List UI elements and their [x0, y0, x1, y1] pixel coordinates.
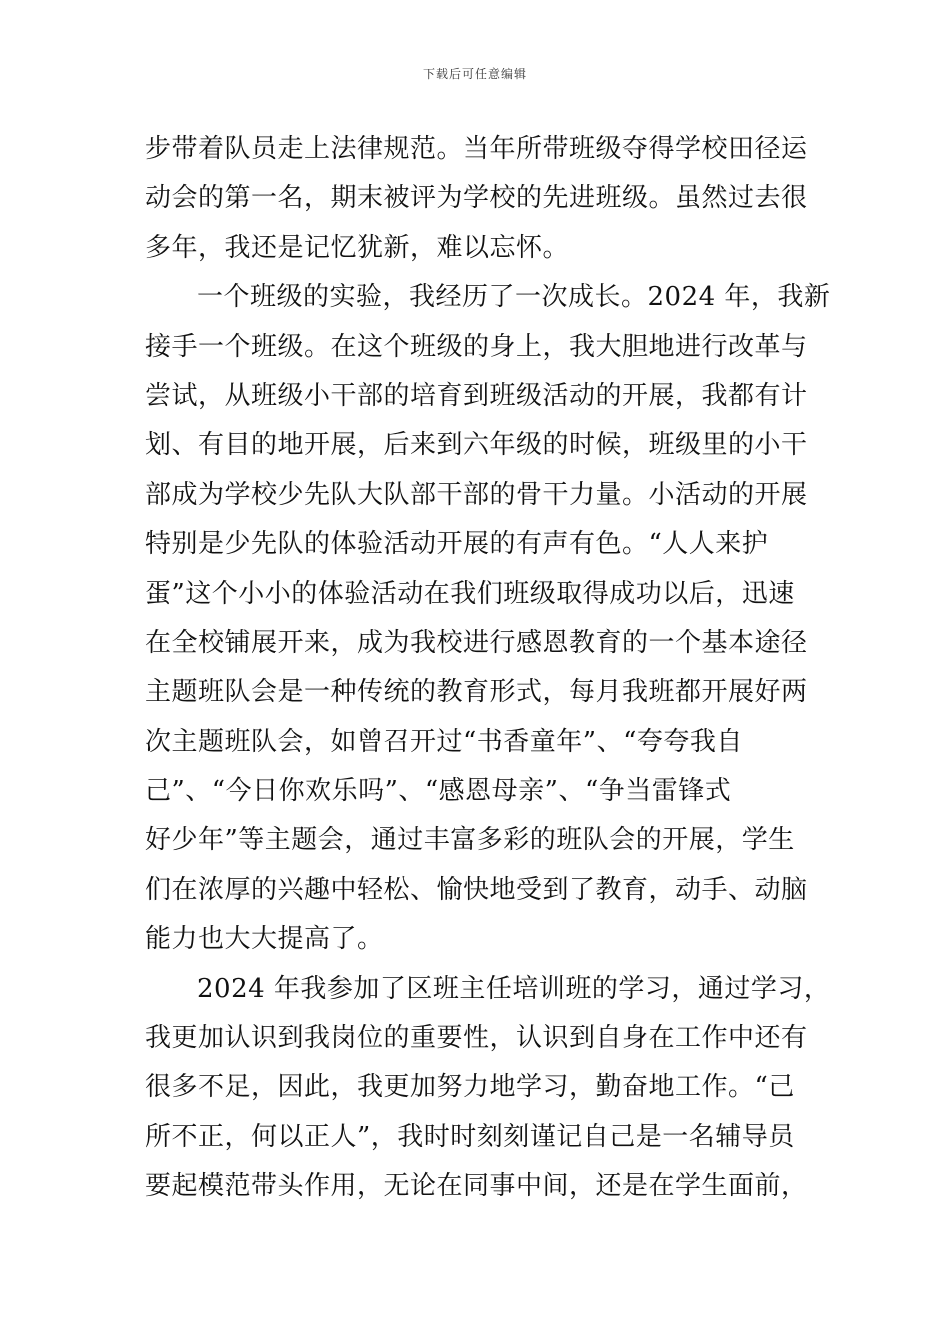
- paragraph-first-line: 一个班级的实验，我经历了一次成长。2024 年，我新: [197, 282, 831, 313]
- text-line: 动会的第一名，期末被评为学校的先进班级。虽然过去很: [145, 183, 808, 214]
- text-line: 划、有目的地开展，后来到六年级的时候，班级里的小干: [145, 430, 808, 461]
- text-line: 所不正，何以正人”，我时时刻刻谨记自己是一名辅导员: [145, 1121, 795, 1152]
- page-header: 下载后可任意编辑: [422, 67, 527, 81]
- text-line: 多年，我还是记忆犹新，难以忘怀。: [145, 232, 570, 263]
- text-line: 步带着队员走上法律规范。当年所带班级夺得学校田径运: [145, 134, 808, 164]
- text-line: 特别是少先队的体验活动开展的有声有色。“人人来护: [145, 529, 769, 560]
- text-line: 在全校铺展开来，成为我校进行感恩教育的一个基本途径: [145, 627, 808, 658]
- text-line: 很多不足，因此，我更加努力地学习，勤奋地工作。“己: [145, 1072, 795, 1103]
- document-body: [145, 125, 831, 1212]
- text-line: 能力也大大提高了。: [145, 924, 384, 955]
- text-line: 己”、“今日你欢乐吗”、“感恩母亲”、“争当雷锋式: [145, 776, 732, 807]
- text-line: 主题班队会是一种传统的教育形式，每月我班都开展好两: [145, 677, 808, 708]
- text-line: 部成为学校少先队大队部干部的骨干力量。小活动的开展: [145, 479, 808, 510]
- text-line: 蛋”这个小小的体验活动在我们班级取得成功以后，迅速: [145, 578, 795, 609]
- text-line: 们在浓厚的兴趣中轻松、愉快地受到了教育，动手、动脑: [145, 874, 808, 905]
- text-line: 次主题班队会，如曾召开过“书香童年”、“夸夸我自: [145, 726, 743, 757]
- text-line: 好少年”等主题会，通过丰富多彩的班队会的开展，学生: [145, 825, 795, 856]
- text-line: 尝试，从班级小干部的培育到班级活动的开展，我都有计: [145, 380, 808, 411]
- text-line: 要起模范带头作用，无论在同事中间，还是在学生面前，: [145, 1171, 808, 1202]
- text-line: 我更加认识到我岗位的重要性，认识到自身在工作中还有: [145, 1023, 808, 1054]
- text-line: 接手一个班级。在这个班级的身上，我大胆地进行改革与: [145, 331, 808, 362]
- paragraph-first-line: 2024 年我参加了区班主任培训班的学习，通过学习，: [197, 973, 831, 1004]
